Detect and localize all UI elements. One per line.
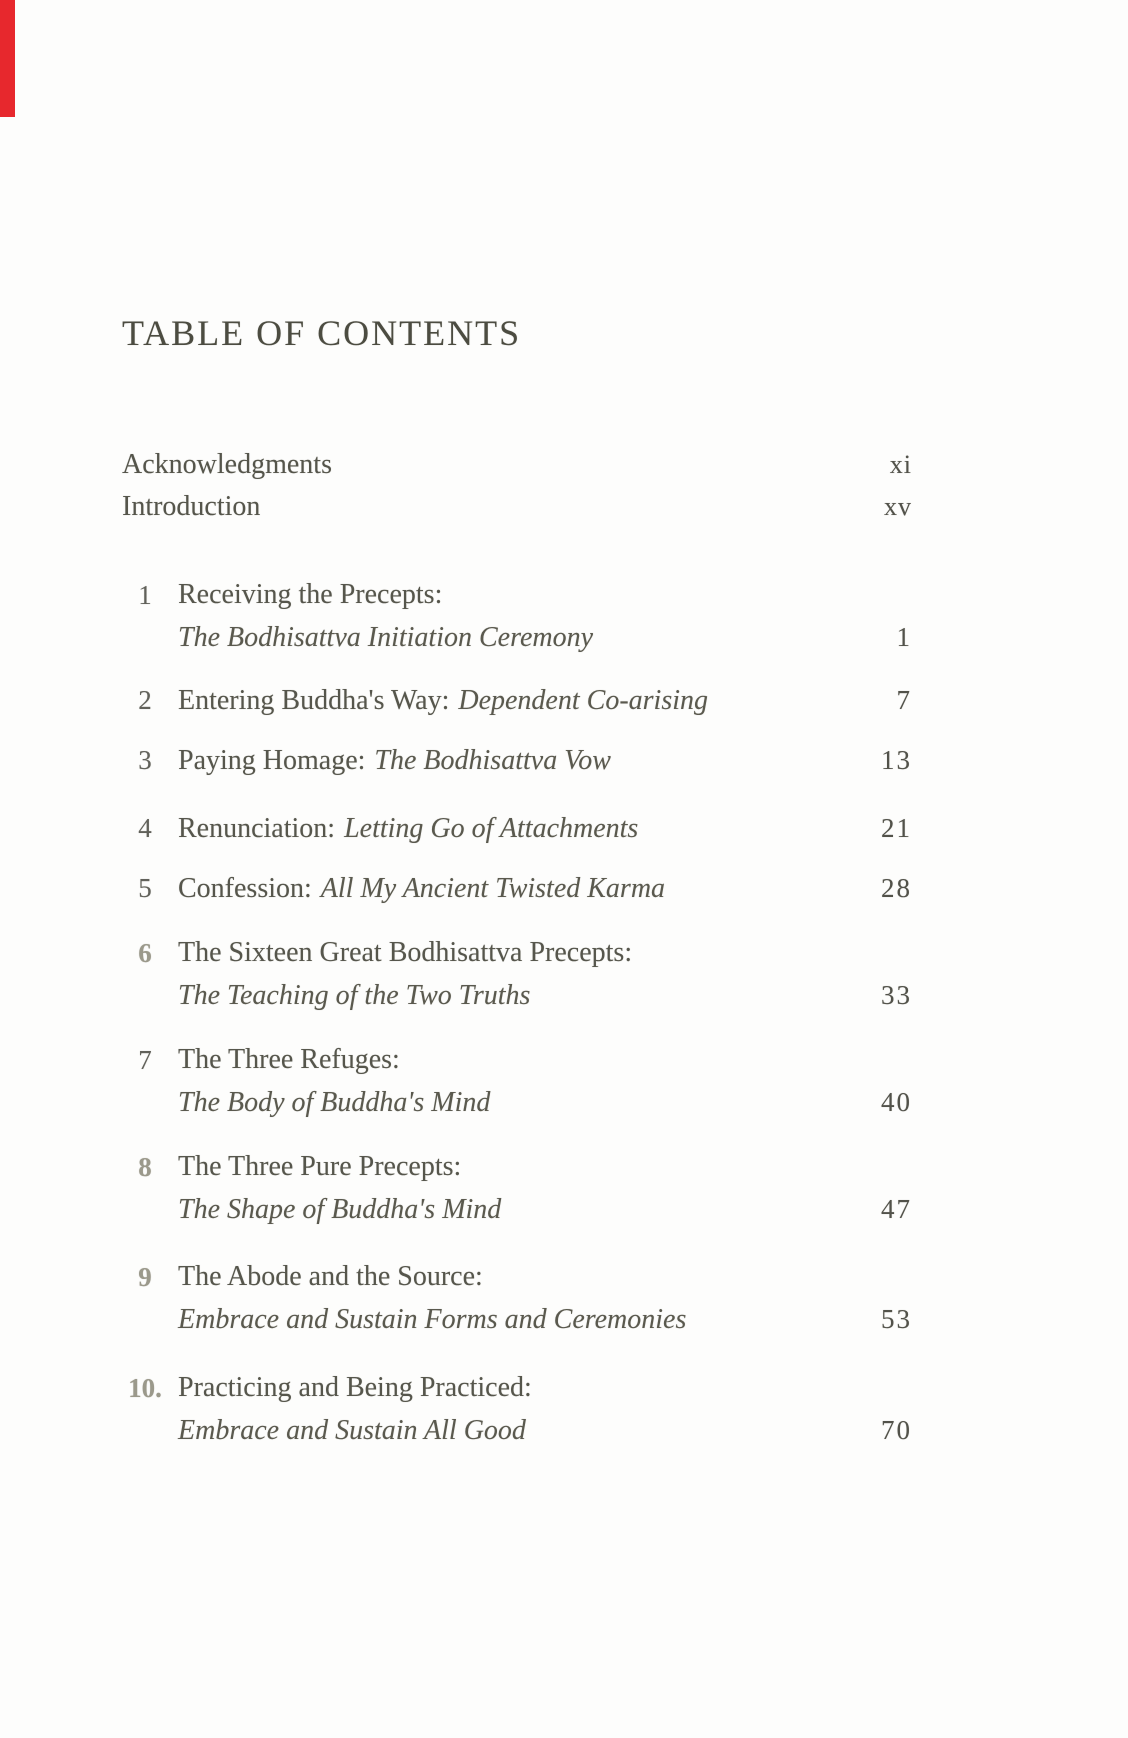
chapter-page-number: 13 (881, 745, 912, 775)
front-matter-page-number: xv (884, 492, 912, 521)
toc-entry (122, 1367, 912, 1452)
front-matter-row (122, 486, 912, 528)
toc-entry (122, 932, 912, 1017)
chapter-number: 5 (138, 873, 152, 903)
chapter-subtitle: Dependent Co-arising (458, 685, 708, 716)
chapter-subtitle: The Teaching of the Two Truths (178, 980, 531, 1011)
chapter-page-number: 21 (881, 813, 912, 843)
chapter-title: Confession: (178, 873, 312, 904)
front-matter-row (122, 444, 912, 486)
chapter-number: 10. (128, 1373, 162, 1403)
toc-entry (122, 679, 912, 722)
chapter-title: The Sixteen Great Bodhisattva Precepts: (178, 937, 633, 968)
chapter-title: Entering Buddha's Way: (178, 685, 450, 716)
chapter-number: 6 (138, 938, 152, 968)
chapter-subtitle: Embrace and Sustain Forms and Ceremonies (178, 1304, 687, 1335)
chapter-number: 3 (138, 745, 152, 775)
toc-entry (122, 807, 912, 850)
toc-entry (122, 867, 912, 910)
chapter-page-number: 28 (881, 873, 912, 903)
front-matter-label: Introduction (122, 491, 261, 522)
chapter-page-number: 33 (881, 980, 912, 1010)
chapter-page-number: 53 (881, 1304, 912, 1334)
page-title: TABLE OF CONTENTS (122, 313, 522, 353)
chapter-subtitle: Letting Go of Attachments (344, 813, 639, 844)
chapter-title: Practicing and Being Practiced: (178, 1372, 532, 1403)
chapter-number: 2 (138, 685, 152, 715)
toc-entry (122, 1146, 912, 1231)
toc-entry (122, 1256, 912, 1341)
chapter-title: The Three Refuges: (178, 1044, 400, 1075)
red-bookmark-ribbon (0, 0, 15, 117)
chapter-title: The Three Pure Precepts: (178, 1151, 462, 1182)
chapter-number: 8 (138, 1152, 152, 1182)
chapter-title: Renunciation: (178, 813, 336, 844)
chapter-subtitle: The Shape of Buddha's Mind (178, 1194, 502, 1225)
toc-entry (122, 1039, 912, 1124)
front-matter-label: Acknowledgments (122, 449, 332, 480)
toc-entry (122, 739, 912, 782)
chapter-title: Paying Homage: (178, 745, 366, 776)
chapter-subtitle: The Bodhisattva Initiation Ceremony (178, 622, 594, 653)
front-matter-page-number: xi (889, 450, 912, 479)
chapter-title: Receiving the Precepts: (178, 579, 443, 610)
chapter-page-number: 40 (881, 1087, 912, 1117)
toc-entry (122, 574, 912, 659)
chapter-page-number: 47 (881, 1194, 912, 1224)
front-matter-list (122, 444, 912, 528)
chapter-number: 9 (138, 1262, 152, 1292)
chapter-subtitle: The Body of Buddha's Mind (178, 1087, 491, 1118)
chapter-title: The Abode and the Source: (178, 1261, 483, 1292)
chapter-page-number: 70 (881, 1415, 912, 1445)
chapter-page-number: 1 (896, 622, 912, 652)
chapter-number: 7 (138, 1045, 152, 1075)
chapter-subtitle: Embrace and Sustain All Good (178, 1415, 526, 1446)
chapter-number: 4 (138, 813, 152, 843)
chapter-subtitle: All My Ancient Twisted Karma (320, 873, 666, 904)
chapter-page-number: 7 (896, 685, 912, 715)
chapter-subtitle: The Bodhisattva Vow (374, 745, 611, 776)
chapter-number: 1 (138, 580, 152, 610)
